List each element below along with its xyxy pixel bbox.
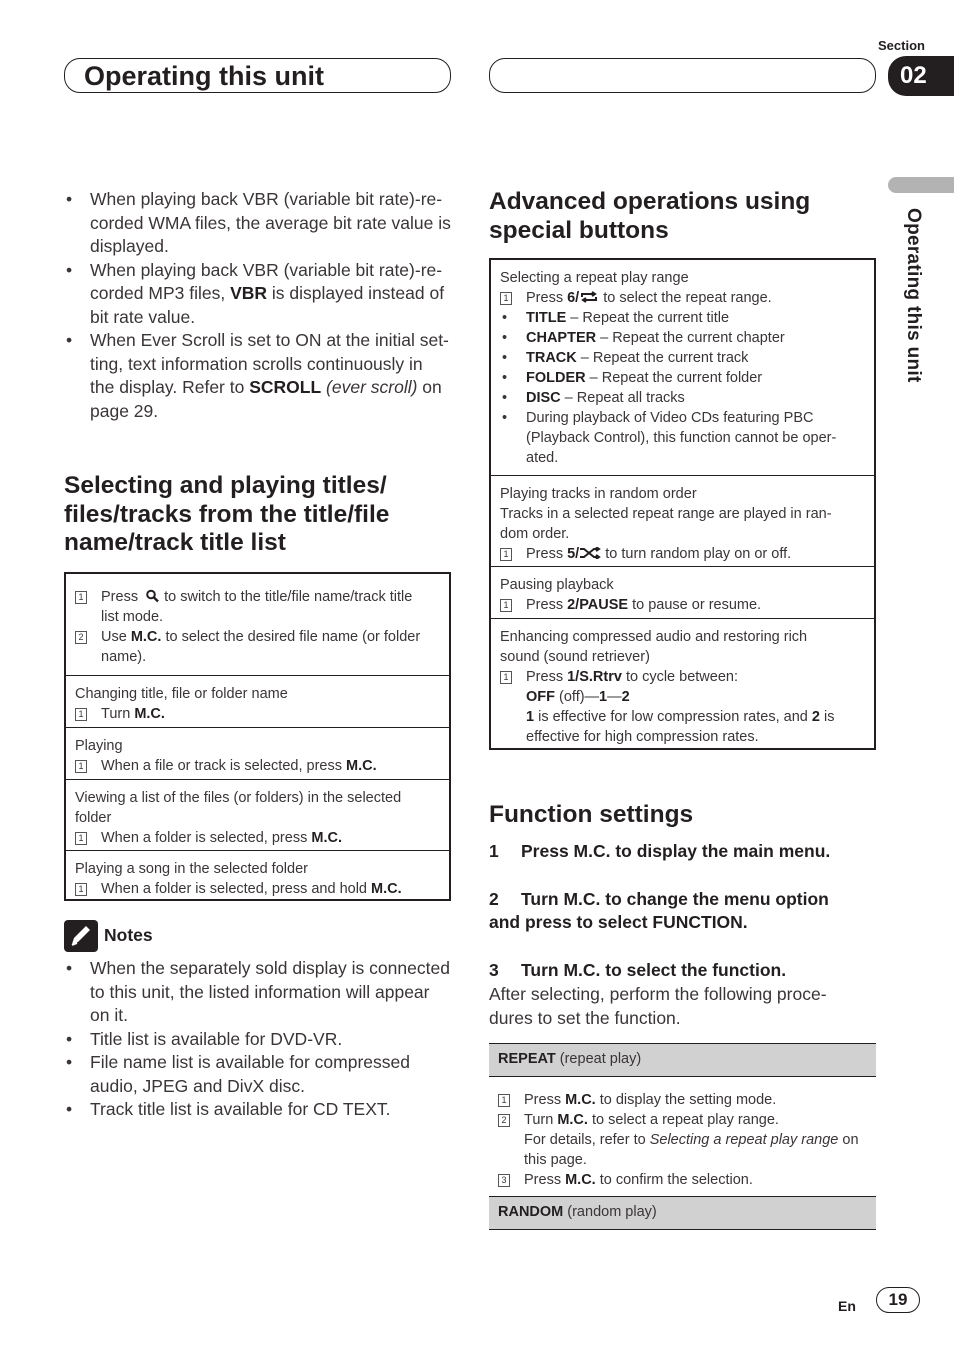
- list-item: • When the separately sold display is connected to this unit, the listed information will appear on it.: [64, 957, 454, 1028]
- table-row: Playing 1 When a file or track is selected, press M.C.: [66, 727, 449, 779]
- section-heading-title-list: Selecting and playing titles/ files/tracks from the title/file name/track title list: [64, 472, 390, 556]
- title-list-table: [64, 572, 451, 901]
- page-title: Operating this unit: [84, 61, 324, 91]
- shuffle-icon: [579, 547, 601, 559]
- table-row: Pausing playback 1 Press 2/PAUSE to pause or resume.: [491, 566, 874, 618]
- table-row: Viewing a list of the files (or folders) in the selected folder 1 When a folder is selected, press M.C.: [66, 779, 449, 850]
- side-tab-bar: [888, 177, 954, 193]
- step-1: 1 Press M.C. to display the main menu.: [489, 841, 831, 861]
- table-row: Changing title, file or folder name 1 Turn M.C.: [66, 675, 449, 727]
- table-row: Selecting a repeat play range 1 Press 6/ to select the repeat range. • TITLE – Repeat the current title • CHAPTER – Repeat the current chapter • TRACK – Repeat the current track • FOLDER – Repeat the current folder • DISC – Repeat all tracks • During playback of Video CDs featuring PBC (Playback Control), this function cannot be oper- ated.: [491, 260, 874, 475]
- footer-lang: En: [838, 1298, 856, 1314]
- list-item: • Track title list is available for CD TEXT.: [64, 1098, 454, 1122]
- repeat-bar: REPEAT (repeat play): [489, 1043, 876, 1077]
- table-row: Enhancing compressed audio and restoring rich sound (sound retriever) 1 Press 1/S.Rtrv to cycle between: OFF (off)—1—2 1 is effective for low compression rates, and 2 is effective for high compression rates.: [491, 618, 874, 748]
- table-row: Playing tracks in random order Tracks in a selected repeat range are played in ran- dom order. 1 Press 5/ to turn random play on or off.: [491, 475, 874, 566]
- repeat-icon: [579, 291, 599, 303]
- list-item: • When Ever Scroll is set to ON at the initial set- ting, text information scrolls continuously in the display. Refer to SCROLL (ever scroll) on page 29.: [64, 329, 454, 423]
- step-3: 3 Turn M.C. to select the function.: [489, 960, 787, 980]
- list-item: • When playing back VBR (variable bit rate)-re- corded WMA files, the average bit rate value is displayed.: [64, 188, 454, 259]
- notes-title: Notes: [104, 925, 153, 945]
- repeat-steps: 1 Press M.C. to display the setting mode. 2 Turn M.C. to select a repeat play range. For details, refer to Selecting a repeat play range on this page. 3 Press M.C. to confirm the selection.: [498, 1090, 873, 1190]
- section-label: Section: [878, 38, 925, 53]
- side-tab-label: Operating this unit: [903, 208, 924, 383]
- notes-list: [64, 957, 454, 1122]
- list-item: • File name list is available for compressed audio, JPEG and DivX disc.: [64, 1051, 454, 1098]
- list-item: • Title list is available for DVD-VR.: [64, 1028, 454, 1052]
- list-item: • When playing back VBR (variable bit rate)-re- corded MP3 files, VBR is displayed instead of bit rate value.: [64, 259, 454, 330]
- after-text: After selecting, perform the following proce- dures to set the function.: [489, 984, 827, 1028]
- section-number: 02: [888, 56, 954, 96]
- header-blank-pill: [489, 58, 876, 93]
- table-row: Playing a song in the selected folder 1 When a folder is selected, press and hold M.C.: [66, 850, 449, 899]
- table-row: 1 Press to switch to the title/file name/track title list mode. 2 Use M.C. to select the desired file name (or folder name).: [66, 574, 449, 675]
- advanced-table: [489, 258, 876, 750]
- random-bar: RANDOM (random play): [489, 1196, 876, 1230]
- section-heading-function-settings: Function settings: [489, 801, 694, 828]
- intro-bullets: [64, 188, 454, 423]
- note-pencil-icon: [64, 920, 98, 952]
- page-number: 19: [876, 1287, 920, 1313]
- section-heading-advanced: Advanced operations using special buttons: [489, 188, 811, 244]
- step-2: 2 Turn M.C. to change the menu option and press to select FUNCTION.: [489, 889, 829, 932]
- search-icon: [145, 589, 161, 603]
